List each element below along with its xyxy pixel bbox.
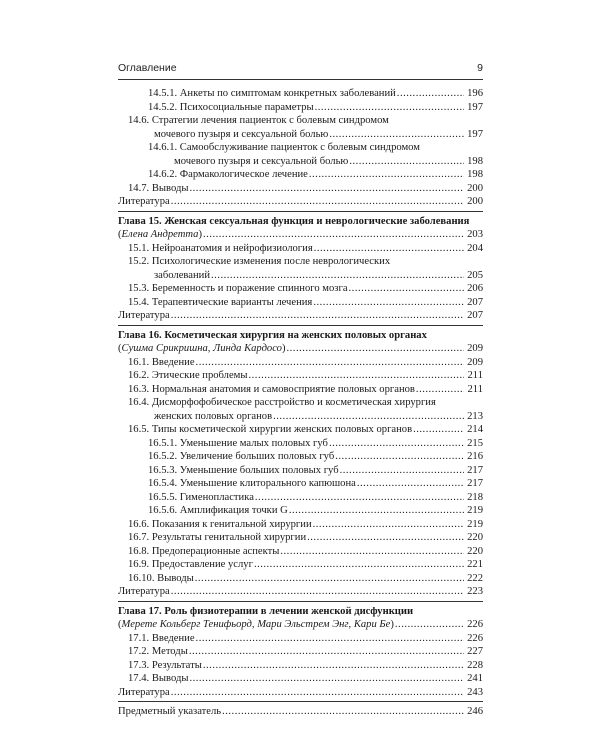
toc-page-number: 246	[467, 706, 483, 717]
chapter-heading	[118, 605, 483, 632]
section-divider	[118, 325, 483, 326]
toc-entry	[118, 450, 483, 464]
toc-entry	[118, 585, 483, 599]
header-rule	[118, 79, 483, 80]
dot-leader	[307, 531, 464, 545]
toc-page-number: 219	[467, 505, 483, 516]
dot-leader	[395, 618, 464, 632]
toc-page-number: 209	[467, 343, 483, 354]
running-header	[118, 62, 483, 74]
toc-page-number: 228	[467, 659, 483, 671]
chapter-authors: (Мерете Кольберг Тенифьорд, Мари Эльстрем Энг, Кари Бе)	[118, 619, 394, 630]
toc-entry	[118, 369, 483, 383]
dot-leader	[329, 128, 464, 142]
dot-leader	[287, 342, 465, 356]
toc-entry-text: 14.6. Стратегии лечения пациенток с болевым синдромом	[128, 115, 389, 126]
toc-page-number: 206	[467, 283, 483, 294]
dot-leader	[357, 477, 464, 491]
toc-entry-text: 15.4. Терапевтические варианты лечения	[128, 296, 313, 308]
toc-entry-text: 14.6.2. Фармакологическое лечение	[148, 169, 308, 180]
toc-page-number: 221	[467, 559, 483, 570]
toc-entry-text: 17.1. Введение	[128, 632, 195, 644]
toc-entry-text: 14.7. Выводы	[128, 182, 189, 194]
toc-entry-text: 16.5.2. Увеличение больших половых губ	[148, 451, 335, 462]
toc-entry	[118, 423, 483, 437]
toc-entry-text: 16.5.6. Амплификация точки G	[148, 505, 288, 516]
dot-leader	[349, 282, 464, 296]
toc-entry	[118, 309, 483, 323]
toc-entry-text: 16.2. Этические проблемы	[128, 370, 248, 381]
toc-entry-continuation: мочевого пузыря и сексуальной болью	[154, 128, 329, 140]
toc-entry-continuation: женских половых органов	[154, 410, 273, 422]
toc-entry	[118, 195, 483, 209]
toc-page-number: 198	[467, 155, 483, 167]
toc-entry-text: 16.5.5. Гименопластика	[148, 491, 254, 503]
toc-page-number: 211	[467, 383, 483, 395]
chapter-authors: (Сушма Срикришна, Линда Кардосо)	[118, 343, 286, 354]
toc-page-number: 207	[467, 310, 483, 321]
toc-page-number: 241	[467, 673, 483, 684]
chapter-title: Глава 15. Женская сексуальная функция и неврологические заболевания	[118, 215, 470, 227]
dot-leader	[189, 645, 464, 659]
dot-leader	[329, 437, 464, 451]
toc-entry	[118, 686, 483, 700]
toc-entry	[118, 572, 483, 586]
toc-page-number: 203	[467, 229, 483, 240]
toc-page-number: 200	[467, 196, 483, 207]
toc-page-number: 197	[467, 128, 483, 140]
dot-leader	[171, 585, 464, 599]
table-of-contents	[118, 87, 483, 719]
dot-leader	[195, 572, 464, 586]
toc-entry-text: 16.6. Показания к генитальной хирургии	[128, 518, 312, 530]
toc-entry-text: 16.3. Нормальная анатомия и самовосприятие половых органов	[128, 383, 415, 395]
toc-entry	[118, 101, 483, 115]
author-names: Сушма Срикришна, Линда Кардосо	[121, 343, 282, 354]
toc-entry-text: 16.4. Дисморфофобическое расстройство и косметическая хирургия	[128, 397, 436, 408]
toc-entry	[118, 558, 483, 572]
toc-entry-text: 16.5. Типы косметической хирургии женских половых органов	[128, 424, 413, 435]
toc-page-number: 217	[467, 478, 483, 489]
section-divider	[118, 601, 483, 602]
dot-leader	[273, 410, 464, 424]
dot-leader	[397, 87, 464, 101]
toc-entry-text: 17.4. Выводы	[128, 673, 189, 684]
toc-entry	[118, 396, 483, 423]
dot-leader	[203, 228, 464, 242]
toc-entry-text: 16.9. Предоставление услуг	[128, 559, 253, 570]
toc-entry	[118, 491, 483, 505]
toc-entry	[118, 672, 483, 686]
toc-entry	[118, 705, 483, 719]
toc-page-number: 220	[467, 545, 483, 557]
dot-leader	[349, 155, 464, 169]
toc-page-number: 222	[467, 572, 483, 584]
toc-page-number: 217	[467, 464, 483, 476]
toc-page-number: 227	[467, 646, 483, 657]
toc-page-number: 200	[467, 182, 483, 194]
author-names: Мерете Кольберг Тенифьорд, Мари Эльстрем Энг, Кари Бе	[121, 619, 391, 630]
dot-leader	[171, 195, 464, 209]
dot-leader	[313, 518, 464, 532]
toc-page-number: 204	[467, 242, 483, 254]
toc-entry	[118, 545, 483, 559]
toc-page-number: 213	[467, 410, 483, 422]
dot-leader	[171, 309, 464, 323]
toc-entry	[118, 645, 483, 659]
toc-entry-text: Литература	[118, 196, 170, 207]
chapter-title: Глава 17. Роль физиотерапии в лечении женской дисфункции	[118, 605, 414, 617]
section-divider	[118, 211, 483, 212]
toc-entry-text: 16.5.3. Уменьшение больших половых губ	[148, 464, 339, 476]
chapter-title: Глава 16. Косметическая хирургия на женских половых органах	[118, 329, 427, 341]
toc-entry	[118, 531, 483, 545]
dot-leader	[315, 101, 464, 115]
toc-entry-text: 15.3. Беременность и поражение спинного мозга	[128, 283, 348, 294]
toc-entry-text: 16.1. Введение	[128, 356, 195, 368]
dot-leader	[309, 168, 464, 182]
toc-page-number: 216	[467, 451, 483, 462]
toc-entry-text: Предметный указатель	[118, 706, 222, 717]
toc-entry-text: 16.8. Предоперационные аспекты	[128, 545, 280, 557]
toc-entry	[118, 296, 483, 310]
toc-entry	[118, 659, 483, 673]
toc-entry-text: 17.2. Методы	[128, 646, 188, 657]
toc-entry-text: 16.5.1. Уменьшение малых половых губ	[148, 437, 328, 449]
toc-entry	[118, 114, 483, 141]
toc-page-number: 223	[467, 586, 483, 597]
dot-leader	[189, 672, 464, 686]
toc-entry	[118, 141, 483, 168]
toc-page-number: 196	[467, 88, 483, 99]
toc-entry	[118, 437, 483, 451]
dot-leader	[196, 356, 464, 370]
toc-entry	[118, 255, 483, 282]
dot-leader	[254, 558, 464, 572]
toc-page-number: 205	[467, 269, 483, 281]
toc-entry-text: 14.5.2. Психосоциальные параметры	[148, 101, 314, 113]
toc-entry-text: Литература	[118, 586, 170, 597]
toc-entry-text: 16.10. Выводы	[128, 572, 194, 584]
toc-entry-continuation: мочевого пузыря и сексуальной болью	[174, 155, 349, 167]
dot-leader	[314, 242, 464, 256]
dot-leader	[413, 423, 464, 437]
toc-entry-continuation: заболеваний	[154, 269, 210, 281]
chapter-heading	[118, 329, 483, 356]
dot-leader	[222, 705, 464, 719]
dot-leader	[203, 659, 464, 673]
toc-entry	[118, 182, 483, 196]
toc-entry-text: Литература	[118, 686, 170, 698]
section-divider	[118, 701, 483, 702]
toc-page-number: 220	[467, 532, 483, 543]
toc-entry	[118, 464, 483, 478]
toc-entry	[118, 477, 483, 491]
toc-entry	[118, 242, 483, 256]
toc-page-number: 226	[467, 619, 483, 630]
dot-leader	[196, 632, 464, 646]
dot-leader	[211, 269, 464, 283]
toc-page-number: 209	[467, 356, 483, 368]
author-names: Елена Андретта	[121, 229, 199, 240]
chapter-heading	[118, 215, 483, 242]
dot-leader	[335, 450, 464, 464]
dot-leader	[255, 491, 464, 505]
toc-page-number: 207	[467, 296, 483, 308]
dot-leader	[416, 383, 464, 397]
header-title: Оглавление	[118, 62, 177, 74]
toc-page-number: 198	[467, 169, 483, 180]
toc-entry-text: 17.3. Результаты	[128, 659, 202, 671]
toc-entry	[118, 504, 483, 518]
dot-leader	[171, 686, 464, 700]
toc-entry	[118, 282, 483, 296]
toc-page-number: 243	[467, 686, 483, 698]
toc-page-number: 219	[467, 518, 483, 530]
toc-entry	[118, 383, 483, 397]
toc-page-number: 226	[467, 632, 483, 644]
dot-leader	[313, 296, 464, 310]
toc-entry-text: 14.6.1. Самообслуживание пациенток с болевым синдромом	[148, 142, 420, 153]
toc-entry-text: 16.5.4. Уменьшение клиторального капюшона	[148, 478, 356, 489]
toc-page-number: 215	[467, 437, 483, 449]
dot-leader	[340, 464, 464, 478]
dot-leader	[249, 369, 465, 383]
chapter-authors: (Елена Андретта)	[118, 229, 202, 240]
toc-entry	[118, 518, 483, 532]
toc-entry-text: Литература	[118, 310, 170, 321]
toc-entry-text: 15.1. Нейроанатомия и нейрофизиология	[128, 242, 313, 254]
dot-leader	[289, 504, 464, 518]
toc-page-number: 218	[467, 491, 483, 503]
page-number: 9	[477, 62, 483, 74]
toc-entry-text: 16.7. Результаты генитальной хирургии	[128, 532, 307, 543]
toc-entry	[118, 356, 483, 370]
toc-entry	[118, 632, 483, 646]
toc-entry-text: 15.2. Психологические изменения после неврологических	[128, 256, 391, 267]
toc-entry	[118, 168, 483, 182]
toc-entry	[118, 87, 483, 101]
toc-page-number: 214	[467, 424, 483, 435]
toc-page-number: 197	[467, 101, 483, 113]
toc-page-number: 211	[467, 370, 483, 381]
dot-leader	[189, 182, 464, 196]
toc-entry-text: 14.5.1. Анкеты по симптомам конкретных заболеваний	[148, 88, 396, 99]
dot-leader	[280, 545, 464, 559]
